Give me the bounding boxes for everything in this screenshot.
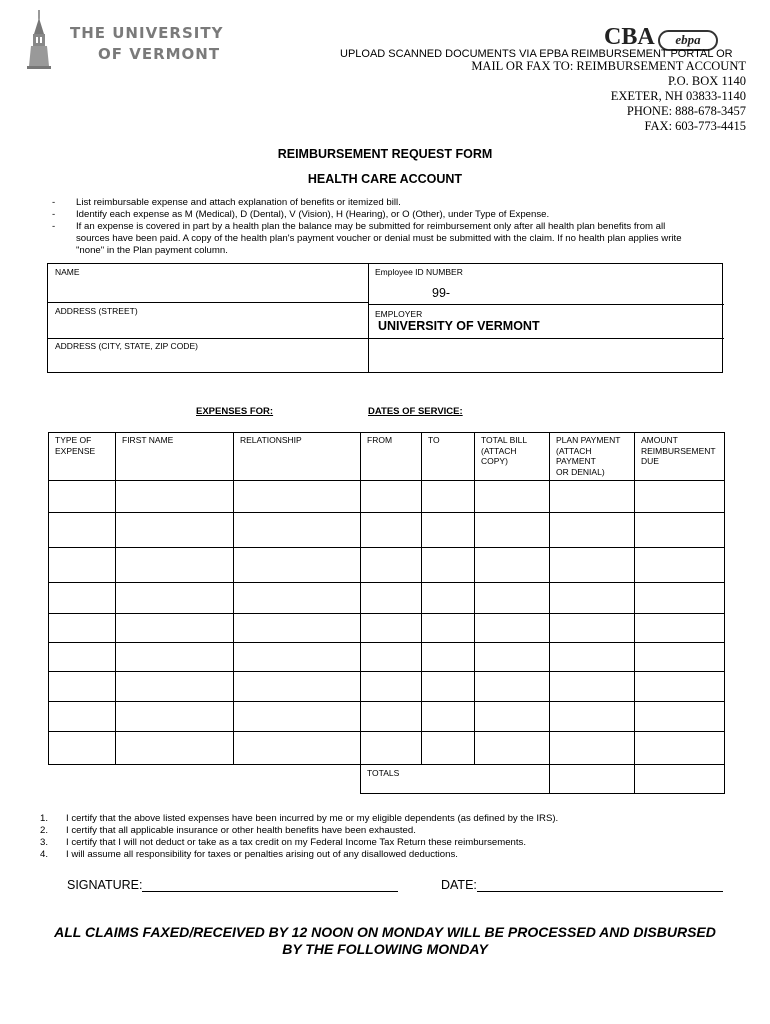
total-reimbursement-field[interactable] [635, 765, 725, 794]
header-first-name: FIRST NAME [116, 433, 234, 481]
employer-field[interactable]: UNIVERSITY OF VERMONT [378, 319, 540, 333]
table-row[interactable] [49, 548, 725, 583]
signature-row [67, 878, 398, 892]
employee-info-table [47, 263, 723, 373]
date-field[interactable] [477, 879, 723, 892]
phone-number: PHONE: 888-678-3457 [626, 104, 746, 118]
address-street-label: ADDRESS (STREET) [55, 306, 138, 316]
mail-to-line: MAIL OR FAX TO: REIMBURSEMENT ACCOUNT [471, 59, 746, 73]
signature-label: SIGNATURE: [67, 878, 143, 892]
header-type-of-expense: TYPE OF EXPENSE [49, 433, 116, 481]
table-row[interactable] [49, 513, 725, 548]
form-title: REIMBURSEMENT REQUEST FORM [277, 147, 493, 161]
table-row[interactable] [49, 481, 725, 513]
processing-notice-line1: ALL CLAIMS FAXED/RECEIVED BY 12 NOON ON MONDAY WILL BE PROCESSED AND DISBURSED [54, 924, 716, 940]
dates-of-service-heading: DATES OF SERVICE: [368, 406, 463, 417]
university-name-line2: OF VERMONT [98, 45, 221, 63]
processing-notice-line2: BY THE FOLLOWING MONDAY [282, 941, 488, 957]
table-row[interactable] [49, 643, 725, 672]
signature-field[interactable] [142, 879, 398, 892]
upload-instruction: UPLOAD SCANNED DOCUMENTS VIA EPBA REIMBURSEMENT PORTAL OR [340, 48, 733, 60]
address-city-field[interactable] [50, 352, 366, 372]
date-label: DATE: [441, 878, 477, 892]
address-street-field[interactable] [50, 316, 366, 336]
address-city-label: ADDRESS (CITY, STATE, ZIP CODE) [55, 341, 198, 351]
form-subtitle: HEALTH CARE ACCOUNT [307, 172, 463, 186]
table-header-row [49, 433, 725, 481]
table-row[interactable] [49, 672, 725, 702]
employee-id-field[interactable]: 99- [432, 286, 451, 300]
header-amount-reimbursement-due: AMOUNT REIMBURSEMENT DUE [635, 433, 725, 481]
table-row[interactable] [49, 732, 725, 765]
header-relationship: RELATIONSHIP [234, 433, 361, 481]
header-to: TO [422, 433, 475, 481]
fax-number: FAX: 603-773-4415 [644, 119, 746, 133]
name-field[interactable] [50, 278, 366, 300]
po-box: P.O. BOX 1140 [667, 74, 746, 88]
expenses-for-heading: EXPENSES FOR: [196, 406, 274, 417]
university-tower-logo-icon [24, 10, 54, 70]
table-row[interactable] [49, 702, 725, 732]
ebpa-logo: ebpa [658, 30, 718, 51]
header-from: FROM [361, 433, 422, 481]
university-name-line1: THE UNIVERSITY [70, 24, 224, 42]
date-row [441, 878, 723, 892]
totals-row [49, 765, 725, 794]
info-blank-cell[interactable] [370, 340, 722, 372]
header-total-bill: TOTAL BILL (ATTACH COPY) [475, 433, 550, 481]
cba-logo: CBA [604, 24, 655, 50]
table-row[interactable] [49, 614, 725, 643]
totals-label: TOTALS [361, 765, 550, 794]
employer-label: EMPLOYER [375, 309, 423, 319]
table-row[interactable] [49, 583, 725, 614]
city-state-zip: EXETER, NH 03833-1140 [610, 89, 746, 103]
expense-table [48, 432, 725, 794]
employee-id-label: Employee ID NUMBER [375, 267, 463, 277]
total-plan-payment-field[interactable] [550, 765, 635, 794]
header-plan-payment: PLAN PAYMENT (ATTACH PAYMENT OR DENIAL) [550, 433, 635, 481]
name-label: NAME [55, 267, 80, 277]
